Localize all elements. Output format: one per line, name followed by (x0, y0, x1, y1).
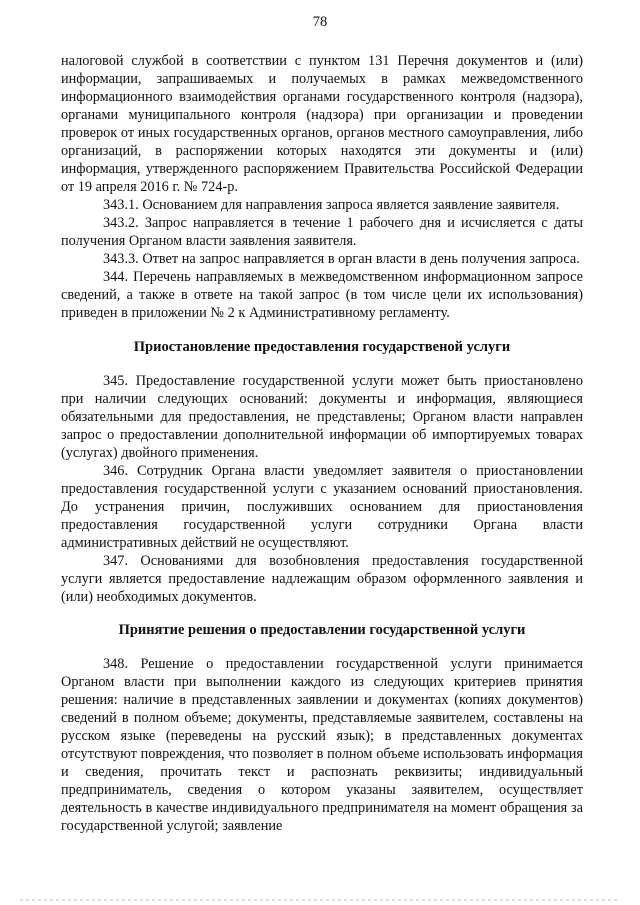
paragraph-343-1: 343.1. Основанием для направления запроса является заявление заявителя. (103, 197, 560, 213)
document-body (61, 52, 583, 835)
paragraph-343-3: 343.3. Ответ на запрос направляется в орган власти в день получения запроса. (103, 251, 580, 267)
paragraph-347: 347. Основаниями для возобновления предоставления государственной услуги является предоставление надлежащим образом оформленного заявления и (или) необходимых документов. (61, 553, 583, 605)
page-number: 78 (312, 14, 328, 30)
paragraph-346: 346. Сотрудник Органа власти уведомляет заявителя о приостановлении предоставления государственной услуги с указанием оснований приостановления. До устранения причин, послуживших основанием для приостановления предоставления государственной услуги сотрудники Органа власти административных действий не осуществляют. (61, 463, 583, 551)
paragraph-345: 345. Предоставление государственной услуги может быть приостановлено при наличии следующих оснований: документы и информация, являющиеся обязательными для предоставления, не представлены; Органом власти направлен запрос о предоставлении дополнительной информации об импортируемых товарах (услугах) двойного применения. (61, 373, 583, 461)
scan-edge-artifact (20, 899, 620, 901)
paragraph-348: 348. Решение о предоставлении государственной услуги принимается Органом власти при выполнении каждого из следующих критериев принятия решения: наличие в представленных заявлении и документах (копиях документов) сведений в полном объеме; документы, представляемые заявителем, составлены на русском языке (переведены на русский язык); в представленных документах отсутствуют повреждения, что позволяет в полном объеме использовать информация и сведения, прочитать текст и распознать реквизиты; индивидуальный предприниматель, сведения о котором указаны заявителем, осуществляет деятельность в качестве индивидуального предпринимателя на момент обращения за государственной услугой; заявление (61, 656, 583, 834)
section-heading-suspension: Приостановление предоставления государственой услуги (133, 339, 511, 355)
paragraph-344: 344. Перечень направляемых в межведомственном информационном запросе сведений, а также в ответе на такой запрос (в том числе цели их использования) приведен в приложении № 2 к Административному регламенту. (61, 269, 583, 321)
paragraph-continuation: налоговой службой в соответствии с пунктом 131 Перечня документов и (или) информации, запрашиваемых и получаемых в рамках межведомственного информационного взаимодействия органами государственного контроля (надзора), органами муниципального контроля (надзора) при организации и проведении проверок от иных государственных органов, органов местного самоуправления, либо организаций, в распоряжении которых находятся эти документы и (или) информация, утвержденного распоряжением Правительства Российской Федерации от 19 апреля 2016 г. № 724-р. (61, 53, 583, 195)
paragraph-343-2: 343.2. Запрос направляется в течение 1 рабочего дня и исчисляется с даты получения Органом власти заявления заявителя. (61, 215, 583, 249)
section-heading-decision: Принятие решения о предоставлении государственной услуги (118, 622, 526, 638)
